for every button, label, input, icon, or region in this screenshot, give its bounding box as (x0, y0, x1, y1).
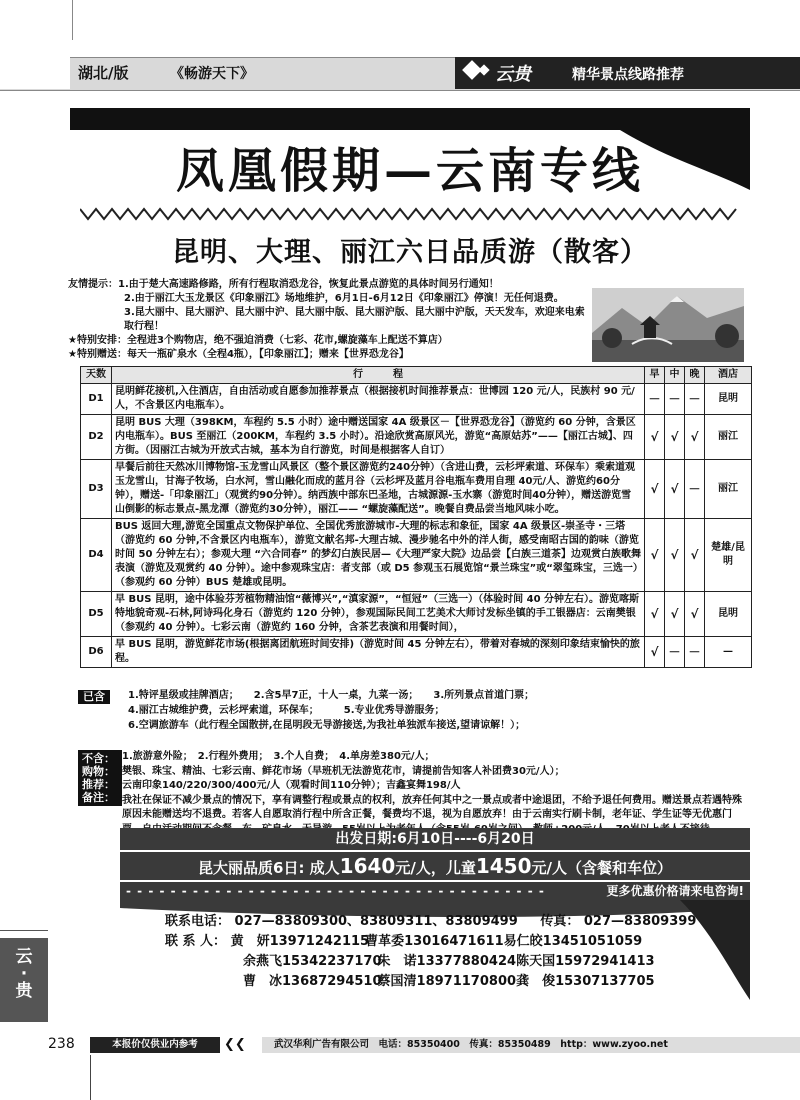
day-cell: D6 (81, 637, 112, 668)
lunch-cell: － (665, 637, 685, 668)
dinner-cell: √ (685, 415, 705, 460)
day-cell: D1 (81, 384, 112, 415)
breakfast-cell: √ (645, 519, 665, 592)
contact-person: 余燕飞15342237170 (243, 954, 382, 969)
contact-block (165, 912, 696, 992)
gift-label: ★特别赠送： (68, 349, 127, 360)
region-side-tab (0, 938, 48, 1022)
recommend-label: 推荐： (82, 778, 115, 791)
breakfast-cell: － (645, 384, 665, 415)
footer-company: 武汉华利广告有限公司 电话：85350400 传真：85350489 http：www.zyoo.net (262, 1037, 800, 1053)
col-hotel: 酒店 (705, 367, 752, 384)
dinner-cell: － (685, 384, 705, 415)
tip-label: 友情提示： (68, 279, 118, 290)
included-line: 1.特评星级或挂牌酒店； 2.含5早7正，十人一桌，九菜一汤； 3.所列景点首道门票； (128, 690, 535, 701)
special-label: ★特别安排： (68, 335, 127, 346)
phone-row (165, 912, 696, 932)
side-tab-char: 贵 (15, 981, 33, 1001)
price-banner (120, 852, 750, 880)
included-list (128, 688, 748, 733)
price-mid: 元/人，儿童 (395, 859, 476, 877)
more-info-text: 更多优惠价格请来电咨询! (606, 884, 744, 898)
fax-label: 传真： (540, 914, 580, 929)
itinerary-cell: 昆明 BUS 大理（398KM，车程约 5.5 小时）途中赠送国家 4A 级景区－【世界恐龙谷】（游览约 60 分钟，含景区内电瓶车）。BUS 至丽江（200KM，车程约 3.5 小时）。沿途欣赏高原风光，游览“高原姑苏”——【丽江古城】、四方街。（因丽江古城为开放式古城，基本为自行游览，时间是根据客人自订） (112, 415, 645, 460)
table-row (81, 637, 752, 668)
col-dinner: 晚 (685, 367, 705, 384)
breakfast-cell: √ (645, 637, 665, 668)
brand-tagline: 精华景点线路推荐 (572, 67, 684, 83)
person-row (165, 972, 696, 992)
day-cell: D5 (81, 592, 112, 637)
itinerary-cell: BUS 返回大理,游览全国重点文物保护单位、全国优秀旅游城市-大理的标志和象征，国家 4A 级景区-崇圣寺・三塔（游览约 60 分钟,不含景区内电瓶车），游览文献名邦-大理古城、漫步驰名中外的洋人街，感受南昭古国的韵味（游览时间 50 分钟左右）；参观大理 “六合同春” 的梦幻白族民居—《大理严家大院》边品尝【白族三道茶】边观赏白族歌舞表演（游览及观赏约 40 分钟）。途中参观珠宝店：者支部（或 D5 参观玉石展览馆“景兰珠宝”或“翠玺珠宝，三选一）（参观约 60 分钟）BUS 楚雄或昆明。 (112, 519, 645, 592)
departure-dates: 出发日期:6月10日----6月20日 (120, 828, 750, 850)
special-text: 全程进3个购物店，绝不强迫消费（七彩、花市,螺旋藻车上配送不算店） (126, 335, 448, 346)
included-badge: 已含 (78, 690, 110, 704)
included-line: 4.丽江古城维护费，云杉坪索道，环保车； 5.专业优秀导游服务； (128, 705, 445, 716)
dinner-cell: √ (685, 592, 705, 637)
table-row (81, 384, 752, 415)
more-info-bar (120, 882, 750, 900)
route-subtitle: 昆明、大理、丽江六日品质游（散客） (172, 237, 648, 268)
hotel-cell: 丽江 (705, 460, 752, 519)
lunch-cell: √ (665, 415, 685, 460)
table-row (81, 460, 752, 519)
title-band (70, 108, 750, 130)
dinner-cell: √ (685, 519, 705, 592)
section-labels (78, 750, 122, 806)
footer-line (90, 1055, 91, 1100)
hotel-cell: 楚雄/昆明 (705, 519, 752, 592)
header-left-blank (0, 57, 70, 89)
remarks-label: 备注： (82, 791, 115, 804)
remarks-text: 我社在保证不减少景点的情况下，享有调整行程或景点的权利，放弃任何其中之一景点或者中途退团，不给予退任何费用。赠送景点若遇特殊原因未能赠送均不退费。若客人自愿取消行程中所含正餐，餐费均不退，视为自愿放弃！由于云南实行刷卡制，老年证、学生证等无优惠门 (122, 794, 742, 820)
table-row (81, 592, 752, 637)
side-tab-char: 云 (15, 947, 33, 967)
contact-person: 易仁皎13451051059 (503, 934, 643, 949)
dinner-cell: － (685, 460, 705, 519)
itinerary-cell: 早 BUS 昆明，途中体验芬芳植物精油馆“薇博兴”,“滇家源”，“恒冠”（三选一）（体验时间 40 分钟左右）。游览喀斯特地貌奇观-石林,阿诗玛化身石（游览约 120 分钟），参观国际民间工艺美术大师讨发标坐镇的手工银器店：云南樊银（参观约 40 分钟）。七彩云南（游览约 160 分钟，含茶艺表演和用餐时间）， (112, 592, 645, 637)
itinerary-table (80, 366, 752, 668)
scenic-photo (592, 288, 744, 362)
phone-numbers: 027—83809300、83809311、83809499 (234, 914, 518, 929)
col-breakfast: 早 (645, 367, 665, 384)
tip-line: 2.由于丽江大玉龙景区《印象丽江》场地维护，6月1日-6月12日《印象丽江》停演！无任何退费。 (124, 293, 564, 304)
lunch-cell: － (665, 384, 685, 415)
excluded-list (122, 750, 750, 837)
excluded-label: 不含： (82, 752, 115, 765)
day-cell: D4 (81, 519, 112, 592)
person-row (165, 932, 696, 952)
excluded-line: 1.旅游意外险； 2.行程外费用； 3.个人自费； 4.单房差380元/人； (122, 751, 435, 762)
person-label: 联 系 人： (165, 934, 227, 949)
page-number: 238 (48, 1036, 75, 1052)
hotel-cell: 丽江 (705, 415, 752, 460)
contact-person: 曹革委13016471611 (365, 934, 504, 949)
lunch-cell: √ (665, 460, 685, 519)
contact-person: 蔡国清18971170800 (377, 974, 517, 989)
col-itinerary: 行 程 (112, 367, 645, 384)
itinerary-cell: 早 BUS 昆明，游览鲜花市场(根据离团航班时间安排)（游览时间 45 分钟左右），带着对春城的深刻印象结束愉快的旅程。 (112, 637, 645, 668)
child-price: 1450 (475, 854, 532, 878)
breakfast-cell: √ (645, 460, 665, 519)
col-day: 天数 (81, 367, 112, 384)
person-row (165, 952, 696, 972)
tip-line: 3.昆大丽中、昆大丽沪、昆大丽中沪、昆大丽中版、昆大丽沪版、昆大丽中沪版，天天发车，欢迎来电索取行程！ (124, 307, 585, 332)
day-cell: D3 (81, 460, 112, 519)
table-row (81, 519, 752, 592)
shopping-label: 购物： (82, 765, 115, 778)
lunch-cell: √ (665, 592, 685, 637)
hotel-cell: 昆明 (705, 384, 752, 415)
itinerary-cell: 早餐后前往天然冰川博物馆-玉龙雪山风景区（整个景区游览约240分钟）（含进山费，云杉坪索道、环保车）乘索道观玉龙雪山，甘海子牧场，白水河，雪山融化而成的蓝月谷（云杉坪及蓝月谷电瓶车费用自理 40元/人、游览约60分钟），赠送-「印象丽江」（观赏约90分钟）。纳西族中部东巴圣地，古城源源-玉水寨（游览时间40分钟），赠送游览雪山倒影的标志景点-黑龙潭（游览约30分钟），丽江—— “螺旋藻配送”。晚餐自费品尝当地风味小吃。 (112, 460, 645, 519)
day-cell: D2 (81, 415, 112, 460)
breakfast-cell: √ (645, 415, 665, 460)
contact-person: 曹 冰13687294510 (243, 974, 382, 989)
chevron-left-icon: ❮❮ (224, 1037, 246, 1052)
tip-line: 1.由于楚大高速路修路，所有行程取消恐龙谷，恢复此景点游览的具体时间另行通知！ (118, 279, 499, 290)
itinerary-cell: 昆明鲜花接机,入住酒店，自由活动或自愿参加推荐景点（根据接机时间推荐景点：世博园 120 元/人，民族村 90 元/人，不含景区内电瓶车）。 (112, 384, 645, 415)
contact-person: 朱 诺13377880424 (377, 954, 517, 969)
province-label: 湖北/版 (78, 64, 129, 82)
contact-person: 龚 俊15307137705 (516, 974, 655, 989)
recommend-line: 云南印象140/220/300/400元/人（观看时间110分钟）；吉鑫宴舞198/人 (122, 780, 461, 791)
price-suffix: 元/人（含餐和车位） (531, 859, 672, 877)
hotel-cell: — (705, 637, 752, 668)
zigzag-divider (80, 206, 740, 222)
gift-text: 每天一瓶矿泉水（全程4瓶），【印象丽江】；赠来【世界恐龙谷】 (126, 349, 409, 360)
contact-person: 黄 妍13971242115 (230, 934, 370, 949)
side-tab-dot: · (20, 964, 28, 984)
lunch-cell: √ (665, 519, 685, 592)
magazine-name: 《畅游天下》 (170, 66, 254, 82)
contact-person: 陈天国15972941413 (516, 954, 655, 969)
table-header-row (81, 367, 752, 384)
brand-logo: 云贵 (495, 64, 531, 85)
footer-note: 本报价仅供业内参考 (90, 1037, 220, 1053)
shopping-line: 樊银、珠宝、精油、七彩云南、鲜花市场（早班机无法游览花市，请提前告知客人补团费30元/人）； (122, 765, 565, 777)
page-title: 凤凰假期—云南专线 (175, 143, 644, 199)
fax-number: 027—83809399 (583, 914, 697, 929)
crop-mark (72, 0, 73, 40)
adult-price: 1640 (339, 854, 396, 878)
price-prefix: 昆大丽品质6日: 成人 (198, 859, 340, 877)
table-row (81, 415, 752, 460)
notice-block (68, 278, 588, 362)
dinner-cell: － (685, 637, 705, 668)
included-line: 6.空调旅游车（此行程全国散拼,在昆明段无导游接送,为我社单独派车接送,望请谅解！）； (128, 720, 526, 731)
breakfast-cell: √ (645, 592, 665, 637)
phone-label: 联系电话： (165, 914, 231, 929)
hotel-cell: 昆明 (705, 592, 752, 637)
col-lunch: 中 (665, 367, 685, 384)
side-tab-line (0, 930, 48, 931)
dash-divider: - - - - - - - - - - - - - - - - - - - - - - - - - - - - - - - - - - - - - - (126, 884, 545, 898)
